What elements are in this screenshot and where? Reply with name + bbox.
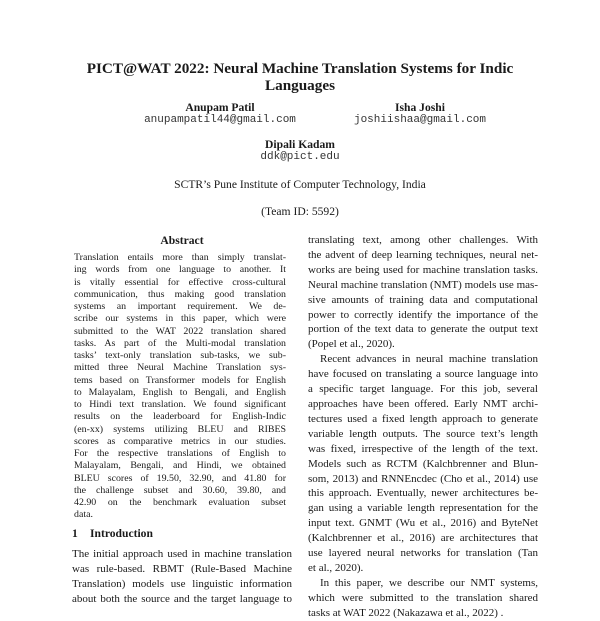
body-line: Neural machine translation (NMT) models use mas- [308,278,538,291]
body-line: gan using a variable length representation for the [308,502,538,515]
body-line: was rule-based. RBMT (Rule-Based Machine [72,562,292,575]
team-id: (Team ID: 5592) [261,205,339,218]
author-name: Isha Joshi [395,101,445,114]
body-line: variable length outputs. The source text’s length [308,427,538,440]
abstract-line: is vitally essential for effective cross-cultural [74,276,286,288]
abstract-line: (en-xx) systems utilizing BLEU and RIBES [74,423,286,435]
paper-title [60,60,540,94]
body-line: The initial approach used in machine translation [72,548,292,560]
affiliation: SCTR’s Pune Institute of Computer Technology, India [174,178,426,191]
title-line-1: PICT@WAT 2022: Neural Machine Translation Systems for Indic [86,60,514,77]
section-title: Introduction [90,527,153,540]
abstract-line: submitted to the WAT 2022 translation shared [74,325,286,337]
body-line: use layered neural networks for translation (Tan [308,547,538,560]
body-line: et al., 2020). [308,561,364,574]
author-email: joshiishaa@gmail.com [353,114,487,126]
body-line: tectures used a fixed length approach to generate [308,412,538,425]
body-line: was fixed, irrespective of the length of the text. [308,442,538,455]
abstract-heading: Abstract [160,234,204,247]
body-line: Models such as RCTM (Kalchbrenner and Blun- [308,457,538,470]
abstract-line: BLEU scores of 19.50, 32.90, and 41.80 for [74,472,286,484]
body-line: In this paper, we describe our NMT systems, [320,576,538,589]
body-line: power to correctly identify the importance of the [308,308,538,321]
body-line: this approach. Eventually, newer architectures be- [308,487,538,500]
author-email: anupampatil44@gmail.com [144,114,296,126]
abstract-line: scores as comparative metrics in our studies. [74,435,286,447]
author-name: Dipali Kadam [265,138,335,151]
body-line: a specific target language. For this job, several [308,383,538,396]
left-column-body [72,547,292,607]
author-name: Anupam Patil [185,101,255,114]
section-number: 1 [72,527,78,540]
body-line: works are being used for machine translation tasks. [308,263,538,276]
abstract-line: results on the leaderboard for English-Indic [74,411,286,423]
abstract-line: systems an important requirement. We de- [74,301,286,312]
abstract-line: Malayalam, Bengali, and Hindi, we obtained [74,460,286,472]
abstract-line: to Malayalam, English to Bengali, and English [74,386,286,398]
body-line: input text. GNMT (Wu et al., 2016) and ByteNet [308,517,538,530]
right-column-body [308,233,538,621]
body-line: (Kalchbrenner et al., 2016) are architectures that [308,532,538,545]
abstract-line: mitted three Neural Machine Translation sys- [74,362,286,374]
body-line: the advent of deep learning techniques, neural net- [308,248,538,261]
abstract-line: tems based on Transformer models for English [74,374,286,386]
abstract-line: data. [74,509,93,521]
abstract-line: scribe our systems in this paper, which were [74,313,286,325]
body-line: have focused on translating a source language into [308,368,538,381]
abstract-line: 42.90 on the benchmark evaluation subset [74,497,286,508]
title-line-2: Languages [264,77,336,94]
author-email: ddk@pict.edu [260,151,340,163]
body-line: portion of the text data to generate the output text [308,323,538,336]
abstract-line: Translation entails more than simply translat- [74,252,286,263]
body-line: which were submitted to the translation shared [308,591,538,604]
body-line: about both the source and the target language to [72,592,292,605]
abstract-line: the challenge subset and 30.60, 39.80, and [74,484,286,496]
body-line: Translation) models use linguistic information [72,577,292,590]
author-block [210,138,390,164]
body-line: sive amounts of training data and computational [308,293,538,306]
abstract-body [74,252,286,522]
author-block [330,101,510,127]
body-line: som, 2013) and RNNEncdec (Cho et al., 2014) use [308,472,538,485]
abstract-line: communication, thus making good translation [74,288,286,300]
abstract-line: tasks’ text-only translation sub-tasks, we sub- [74,350,286,361]
section-heading-introduction [72,527,153,540]
body-line: (Popel et al., 2020). [308,338,395,351]
abstract-line: ing words from one language to another. It [74,264,286,276]
abstract-line: tasks. As part of the Multi-modal translation [74,337,286,349]
body-line: Recent advances in neural machine translation [320,353,538,366]
abstract-line: to Hindi text translation. We found significant [74,399,286,410]
author-block [130,101,310,127]
body-line: translating text, among other challenges. With [308,234,538,246]
abstract-line: For the respective translations of English to [74,448,286,459]
body-line: tasks at WAT 2022 (Nakazawa et al., 2022) . [308,606,504,619]
body-line: approaches have been offered. Early NMT archi- [308,397,538,410]
